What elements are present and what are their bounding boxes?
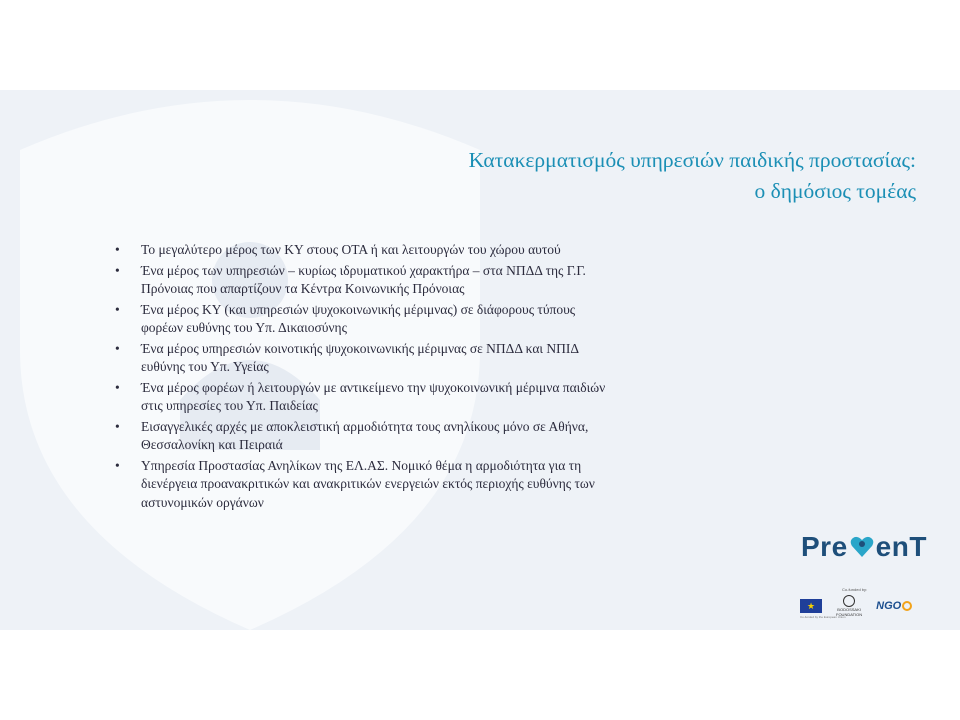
prevent-logo — [801, 531, 927, 563]
bullet-line: ευθύνης του Υπ. Υγείας — [141, 359, 269, 374]
bullet-list — [113, 241, 793, 514]
ngo-logo — [876, 600, 912, 612]
bullet-item — [113, 457, 793, 513]
bodossaki-logo — [836, 595, 862, 617]
bullet-line: Πρόνοιας που απαρτίζουν τα Κέντρα Κοινωνικής Πρόνοιας — [141, 281, 465, 296]
cofunded-label: Co-funded by: — [842, 587, 868, 592]
bullet-item — [113, 262, 793, 299]
bullet-dot: • — [115, 301, 120, 317]
bullet-line: Υπηρεσία Προστασίας Ανηλίκων της ΕΛ.ΑΣ. Νομικό θέμα η αρμοδιότητα για τη — [141, 457, 582, 473]
logo-text-end: enT — [875, 531, 927, 562]
bullet-line: Εισαγγελικές αρχές με αποκλειστική αρμοδιότητα τους ανηλίκους μόνο σε Αθήνα, — [141, 418, 589, 434]
bullet-dot: • — [115, 457, 120, 473]
bullet-line: Ένα μέρος ΚΥ (και υπηρεσιών ψυχοκοινωνικής μέριμνας) σε διάφορους τύπους — [141, 301, 576, 317]
bullet-line: διενέργεια προανακριτικών και ανακριτικών ενεργειών εκτός περιοχής ευθύνης των — [141, 476, 595, 491]
eu-caption: Co-funded by the European Union — [800, 615, 846, 619]
bullet-line: Το μεγαλύτερο μέρος των ΚΥ στους ΟΤΑ ή και λειτουργών του χώρου αυτού — [141, 242, 561, 257]
bodossaki-emblem-icon — [843, 595, 855, 607]
bullet-line: Ένα μέρος φορέων ή λειτουργών με αντικείμενο την ψυχοκοινωνική μέριμνα παιδιών — [141, 379, 606, 395]
slide-title-line-2: ο δημόσιος τομέας — [754, 179, 916, 203]
bullet-item — [113, 418, 793, 455]
bullet-dot: • — [115, 262, 120, 278]
ngo-text: NGO — [876, 600, 902, 612]
bodossaki-name: BODOSSAKI — [837, 607, 861, 612]
bullet-item — [113, 379, 793, 416]
slide-title — [469, 145, 916, 207]
logo-text-start: Pre — [801, 531, 848, 562]
bullet-line: Θεσσαλονίκη και Πειραιά — [141, 437, 283, 452]
bullet-dot: • — [115, 418, 120, 434]
bullet-line: Ένα μέρος υπηρεσιών κοινοτικής ψυχοκοινωνικής μέριμνας σε ΝΠΔΔ και ΝΠΙΔ — [141, 340, 580, 356]
slide — [0, 90, 960, 630]
ngo-ring-icon — [902, 601, 912, 611]
eu-flag-icon: ★ Co-funded by the European Union — [800, 600, 846, 619]
bullet-line: αστυνομικών οργάνων — [141, 494, 264, 510]
bullet-dot: • — [115, 379, 120, 395]
bodossaki-sub: FOUNDATION — [836, 612, 863, 617]
bullet-item — [113, 301, 793, 338]
partner-logos — [800, 595, 912, 617]
bullet-line: φορέων ευθύνης του Υπ. Δικαιοσύνης — [141, 320, 347, 335]
bullet-line: στις υπηρεσίες του Υπ. Παιδείας — [141, 398, 318, 413]
heart-icon — [849, 534, 875, 560]
bullet-dot: • — [115, 340, 120, 356]
bullet-item — [113, 241, 793, 260]
bullet-line: Ένα μέρος των υπηρεσιών – κυρίως ιδρυματικού χαρακτήρα – στα ΝΠΔΔ της Γ.Γ. — [141, 262, 586, 278]
slide-title-line-1: Κατακερματισμός υπηρεσιών παιδικής προστασίας: — [468, 148, 916, 172]
bullet-dot: • — [115, 242, 120, 257]
bullet-item — [113, 340, 793, 377]
